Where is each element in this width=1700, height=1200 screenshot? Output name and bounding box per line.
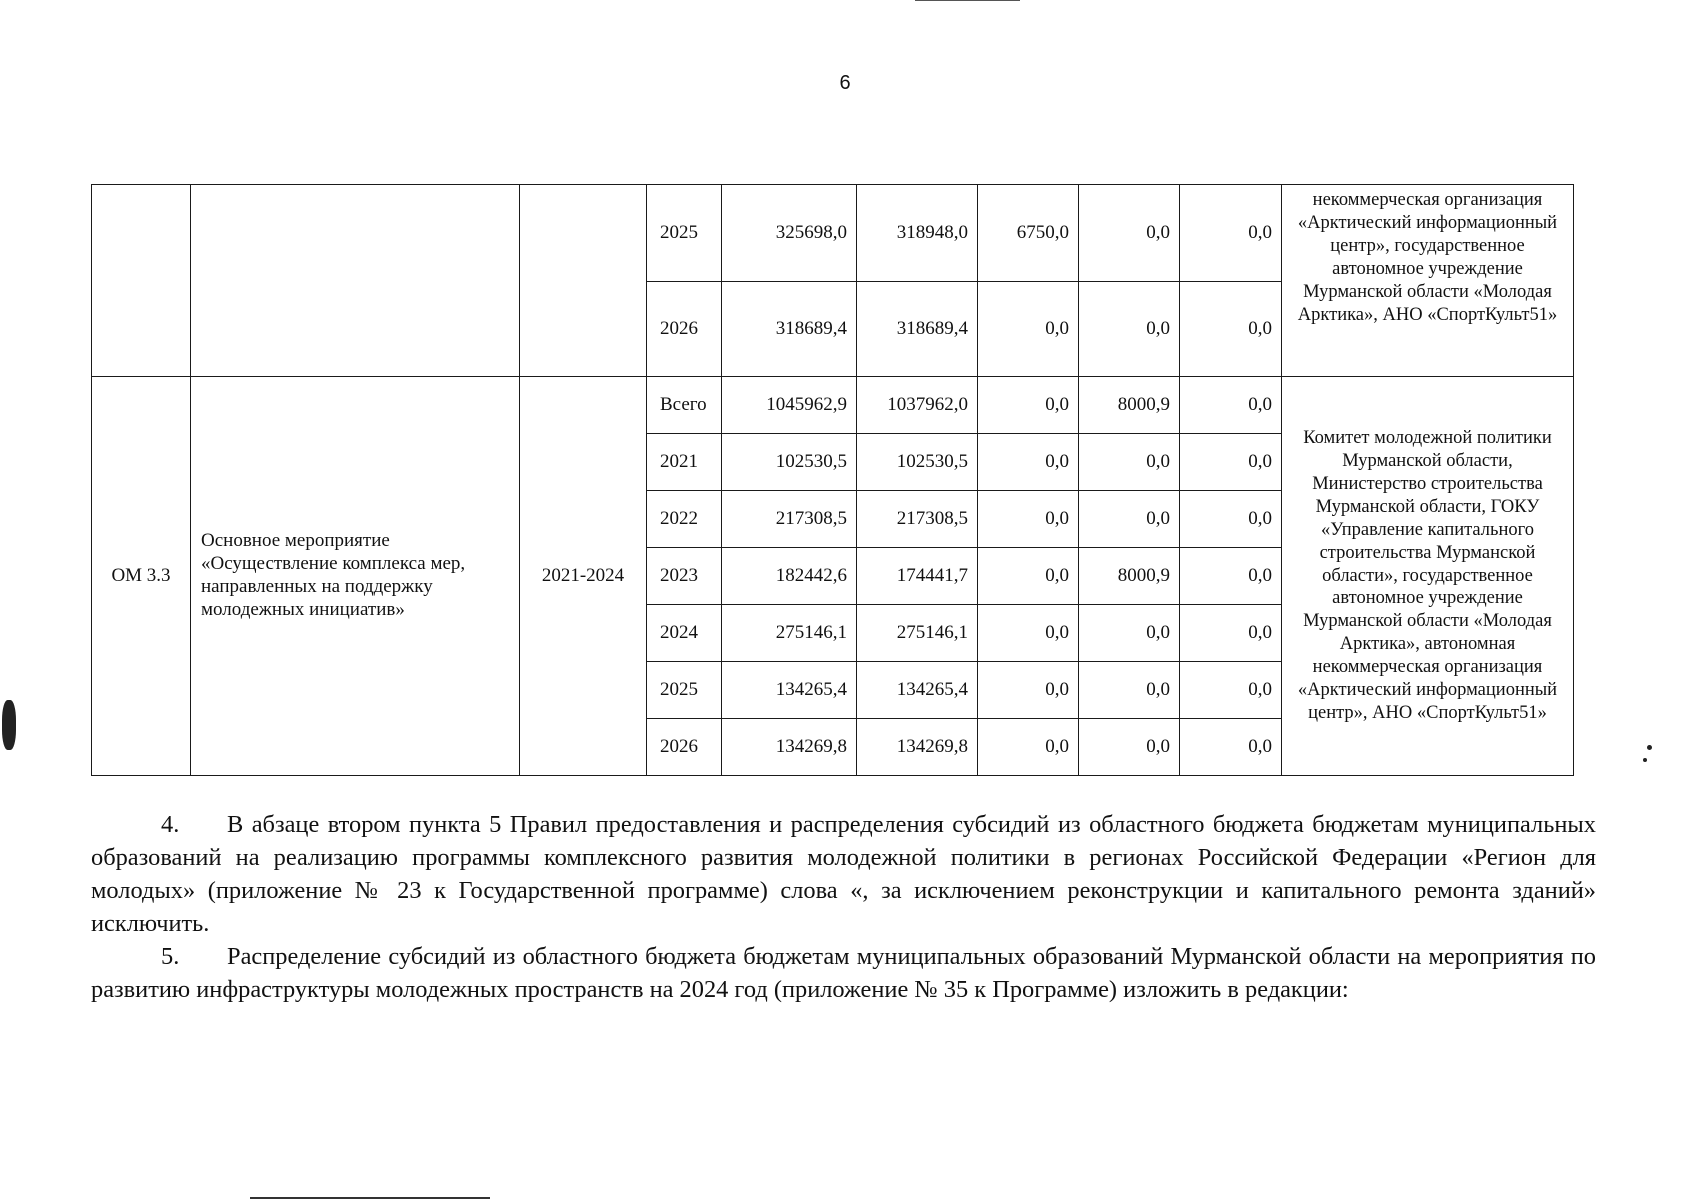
empty-period-cell <box>520 185 647 377</box>
local-budget-cell: 0,0 <box>1079 491 1180 548</box>
scan-edge-line <box>915 0 1020 1</box>
table-row <box>92 185 1574 282</box>
top-block <box>92 185 1574 377</box>
regional-budget-cell: 217308,5 <box>857 491 978 548</box>
other-sources-cell: 0,0 <box>1180 605 1282 662</box>
regional-budget-cell: 134269,8 <box>857 719 978 776</box>
paragraph-5 <box>91 940 1596 1006</box>
total-cell: 318689,4 <box>722 282 857 377</box>
table-row <box>92 377 1574 434</box>
scan-speck <box>1643 758 1647 762</box>
scan-blot <box>2 700 16 750</box>
scan-speck <box>1647 745 1652 750</box>
other-sources-cell: 0,0 <box>1180 434 1282 491</box>
executors-cell: Комитет молодежной политики Мурманской области, Министерство строительства Мурманской области, ГОКУ «Управление капитального строительства Мурманской области», государственное автономное учреждение Мурманской области «Молодая Арктика», автономная некоммерческая организация «Арктический информационный центр», АНО «СпортКульт51» <box>1282 377 1574 776</box>
total-cell: 134265,4 <box>722 662 857 719</box>
local-budget-cell: 0,0 <box>1079 662 1180 719</box>
local-budget-cell: 0,0 <box>1079 719 1180 776</box>
federal-budget-cell: 0,0 <box>978 605 1079 662</box>
scan-edge-line <box>250 1197 490 1199</box>
total-cell: 275146,1 <box>722 605 857 662</box>
total-cell: 1045962,9 <box>722 377 857 434</box>
regional-budget-cell: 102530,5 <box>857 434 978 491</box>
om-3-3-block <box>92 377 1574 776</box>
year-cell: 2025 <box>647 185 722 282</box>
total-cell: 217308,5 <box>722 491 857 548</box>
federal-budget-cell: 0,0 <box>978 434 1079 491</box>
local-budget-cell: 0,0 <box>1079 434 1180 491</box>
year-cell: 2023 <box>647 548 722 605</box>
page-number: 6 <box>839 72 851 94</box>
year-cell: 2021 <box>647 434 722 491</box>
other-sources-cell: 0,0 <box>1180 282 1282 377</box>
amendment-paragraphs <box>91 808 1596 1006</box>
measure-name-cell: Основное мероприятие «Осуществление комплекса мер, направленных на поддержку молодежных инициатив» <box>191 377 520 776</box>
paragraph-text: Распределение субсидий из областного бюджета бюджетам муниципальных образований Мурманской области на мероприятия по развитию инфраструктуры молодежных пространств на 2024 год (приложение № 35 к Программе) изложить в редакции: <box>91 943 1596 1003</box>
federal-budget-cell: 0,0 <box>978 491 1079 548</box>
regional-budget-cell: 174441,7 <box>857 548 978 605</box>
federal-budget-cell: 0,0 <box>978 282 1079 377</box>
measure-code-cell: ОМ 3.3 <box>92 377 191 776</box>
local-budget-cell: 0,0 <box>1079 185 1180 282</box>
year-cell: 2026 <box>647 719 722 776</box>
other-sources-cell: 0,0 <box>1180 377 1282 434</box>
other-sources-cell: 0,0 <box>1180 662 1282 719</box>
empty-code-cell <box>92 185 191 377</box>
regional-budget-cell: 275146,1 <box>857 605 978 662</box>
total-cell: 182442,6 <box>722 548 857 605</box>
year-cell: 2026 <box>647 282 722 377</box>
other-sources-cell: 0,0 <box>1180 185 1282 282</box>
regional-budget-cell: 134265,4 <box>857 662 978 719</box>
total-cell: 325698,0 <box>722 185 857 282</box>
total-cell: 134269,8 <box>722 719 857 776</box>
local-budget-cell: 0,0 <box>1079 605 1180 662</box>
local-budget-cell: 8000,9 <box>1079 548 1180 605</box>
regional-budget-cell: 318948,0 <box>857 185 978 282</box>
year-cell: 2024 <box>647 605 722 662</box>
paragraph-number: 5. <box>161 943 180 970</box>
paragraph-text: В абзаце втором пункта 5 Правил предоставления и распределения субсидий из областного бюджета бюджетам муниципальных образований на реализацию программы комплексного развития молодежной политики в регионах Российской Федерации «Регион для молодых» (приложение № 23 к Государственной программе) слова «, за исключением реконструкции и капитального ремонта зданий» исключить. <box>91 811 1596 937</box>
year-cell: Всего <box>647 377 722 434</box>
other-sources-cell: 0,0 <box>1180 491 1282 548</box>
paragraph-number: 4. <box>161 811 180 838</box>
year-cell: 2022 <box>647 491 722 548</box>
year-cell: 2025 <box>647 662 722 719</box>
funding-table <box>91 184 1574 776</box>
total-cell: 102530,5 <box>722 434 857 491</box>
paragraph-4 <box>91 808 1596 940</box>
other-sources-cell: 0,0 <box>1180 548 1282 605</box>
empty-name-cell <box>191 185 520 377</box>
federal-budget-cell: 0,0 <box>978 719 1079 776</box>
period-cell: 2021-2024 <box>520 377 647 776</box>
executors-cell: некоммерческая организация «Арктический информационный центр», государственное автономное учреждение Мурманской области «Молодая Арктика», АНО «СпортКульт51» <box>1282 185 1574 377</box>
federal-budget-cell: 0,0 <box>978 377 1079 434</box>
local-budget-cell: 8000,9 <box>1079 377 1180 434</box>
local-budget-cell: 0,0 <box>1079 282 1180 377</box>
federal-budget-cell: 0,0 <box>978 548 1079 605</box>
other-sources-cell: 0,0 <box>1180 719 1282 776</box>
regional-budget-cell: 318689,4 <box>857 282 978 377</box>
federal-budget-cell: 0,0 <box>978 662 1079 719</box>
regional-budget-cell: 1037962,0 <box>857 377 978 434</box>
federal-budget-cell: 6750,0 <box>978 185 1079 282</box>
